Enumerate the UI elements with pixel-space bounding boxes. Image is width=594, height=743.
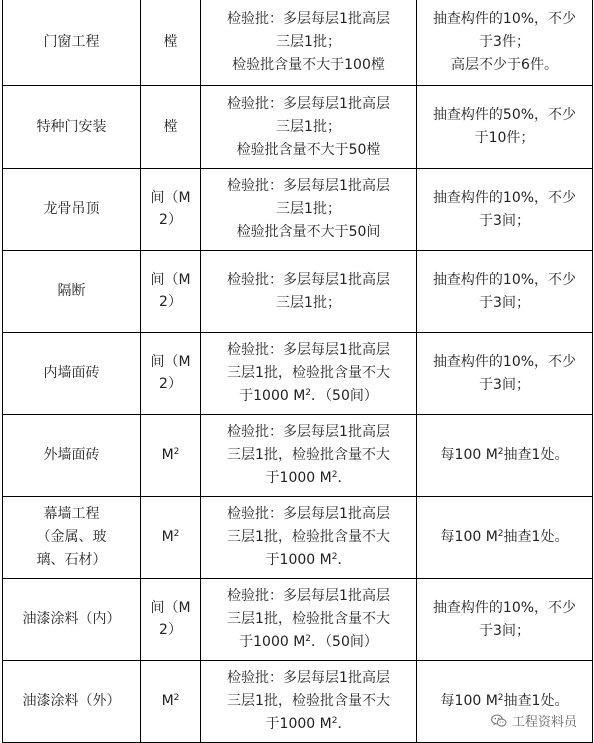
superscript-two: 2 [331, 716, 338, 726]
unit-cell [141, 251, 201, 333]
sampling-rule-line: 于3间； [479, 622, 530, 639]
item-name: 门窗工程 [43, 33, 100, 50]
source-watermark [488, 710, 580, 731]
unit-stack [150, 187, 190, 231]
unit-cell [141, 333, 201, 415]
item-name-cell [3, 169, 141, 251]
unit-cell [141, 0, 201, 86]
superscript-two: 2 [305, 634, 312, 644]
unit-text: 间（M [150, 600, 191, 616]
unit-cell [141, 661, 201, 743]
unit-text: $M^2$ [161, 693, 180, 709]
item-name-cell [3, 0, 141, 86]
unit-text: 间（M [150, 190, 191, 206]
item-name: 幕墙工程 [43, 506, 100, 522]
table-body [3, 0, 593, 743]
item-name: 龙骨吊顶 [43, 201, 100, 217]
superscript-two: 2 [497, 529, 504, 539]
batch-rule-cell [201, 661, 417, 743]
sampling-rule-line: 每100 $M^2$抽查1处。 [440, 447, 569, 463]
item-name: （金属、玻 [36, 529, 107, 545]
sampling-rule-line: 于3间； [479, 294, 530, 311]
superscript-two: 2 [173, 447, 180, 457]
batch-rule-line: 于1000 $M^2$． [265, 552, 352, 568]
sampling-rule-line: 抽查构件的10%，不少 [432, 10, 577, 27]
batch-rule-line: 三层1批，检验批含量不大 [227, 693, 390, 709]
sampling-rule-cell [417, 169, 593, 251]
batch-rule-line: 检验批：多层每层1批高层 [227, 588, 390, 604]
sampling-rule-line: 于3间； [479, 212, 530, 229]
sampling-rule-cell [417, 251, 593, 333]
sampling-rule-cell [417, 579, 593, 661]
table-row [3, 169, 593, 251]
unit-text: 2） [159, 294, 182, 310]
superscript-two: 2 [173, 693, 180, 703]
batch-rule-cell [201, 251, 417, 333]
item-name-cell [3, 86, 141, 169]
item-name: 油漆涂料（内） [22, 611, 121, 627]
unit-stack [150, 351, 190, 395]
unit-text: 2） [159, 376, 182, 392]
sampling-rule-line: 于10件； [474, 130, 535, 146]
sampling-rule-line: 每100 $M^2$抽查1处。 [440, 529, 569, 545]
batch-rule-line: 于1000 $M^2$． [265, 716, 352, 732]
batch-rule-line: 检验批含量不大于50樘 [236, 141, 381, 158]
sampling-rule-line: 抽查构件的10%，不少 [432, 189, 577, 206]
batch-rule-line: 检验批含量不大于50间 [236, 224, 381, 240]
item-name: 内墙面砖 [43, 365, 100, 381]
sampling-rule-line: 高层不少于6件。 [451, 56, 558, 73]
batch-rule-line: 检验批：多层每层1批高层 [227, 95, 390, 112]
sampling-rule-line: 于3件； [479, 33, 530, 50]
batch-rule-line: 于1000 $M^2$．（50间） [239, 388, 378, 404]
batch-rule-cell [201, 579, 417, 661]
unit-cell [141, 415, 201, 497]
item-name: 璃、石材） [36, 552, 107, 568]
item-name: 特种门安装 [36, 118, 107, 135]
unit-text: 樘 [163, 33, 178, 50]
batch-rule-line: 检验批：多层每层1批高层 [227, 178, 390, 194]
sampling-rule-cell [417, 415, 593, 497]
superscript-two: 2 [305, 388, 312, 398]
table-row [3, 86, 593, 169]
item-name-cell [3, 333, 141, 415]
table-row [3, 333, 593, 415]
unit-cell [141, 86, 201, 169]
batch-rule-line: 检验批：多层每层1批高层 [227, 10, 390, 27]
superscript-two: 2 [173, 529, 180, 539]
superscript-two: 2 [497, 447, 504, 457]
batch-rule-cell [201, 415, 417, 497]
table-row [3, 497, 593, 579]
sampling-rule-line: 于3间； [479, 376, 530, 393]
batch-rule-line: 于1000 $M^2$．（50间） [239, 634, 378, 650]
unit-cell [141, 169, 201, 251]
sampling-rule-cell [417, 86, 593, 169]
batch-rule-line: 三层1批； [276, 118, 341, 135]
unit-stack [150, 597, 190, 641]
batch-rule-cell [201, 86, 417, 169]
superscript-two: 2 [331, 470, 338, 480]
sampling-rule-line: 每100 $M^2$抽查1处。 [440, 693, 569, 709]
batch-rule-line: 三层1批； [276, 294, 341, 311]
sampling-rule-line: 抽查构件的50%，不少 [432, 107, 577, 123]
batch-rule-cell [201, 0, 417, 86]
table-row [3, 251, 593, 333]
item-name-cell [3, 251, 141, 333]
watermark-text: 工程资料员 [511, 715, 577, 730]
item-name: 隔断 [57, 283, 86, 299]
sampling-rule-cell [417, 333, 593, 415]
batch-rule-line: 检验批：多层每层1批高层 [227, 424, 390, 440]
batch-rule-line: 三层1批； [276, 201, 341, 217]
unit-cell [141, 497, 201, 579]
unit-text: $M^2$ [161, 529, 180, 545]
unit-cell [141, 579, 201, 661]
item-name: 油漆涂料（外） [22, 693, 121, 709]
unit-text: 间（M [150, 354, 191, 370]
unit-text: 2） [159, 622, 182, 638]
batch-rule-line: 检验批：多层每层1批高层 [227, 271, 390, 288]
sampling-rule-line: 抽查构件的10%，不少 [432, 271, 577, 288]
item-name-cell [3, 497, 141, 579]
inspection-batch-table [2, 0, 593, 743]
table-row [3, 579, 593, 661]
batch-rule-cell [201, 497, 417, 579]
batch-rule-line: 三层1批，检验批含量不大 [227, 365, 390, 381]
batch-rule-line: 检验批：多层每层1批高层 [227, 506, 390, 522]
unit-text: $M^2$ [161, 447, 180, 463]
unit-stack [150, 269, 190, 313]
sampling-rule-cell [417, 497, 593, 579]
sampling-rule-line: 抽查构件的10%，不少 [432, 599, 577, 616]
superscript-two: 2 [331, 552, 338, 562]
batch-rule-cell [201, 333, 417, 415]
item-name-cell [3, 661, 141, 743]
batch-rule-cell [201, 169, 417, 251]
batch-rule-line: 检验批：多层每层1批高层 [227, 342, 390, 358]
batch-rule-line: 检验批：多层每层1批高层 [227, 670, 390, 686]
batch-rule-line: 三层1批，检验批含量不大 [227, 529, 390, 545]
superscript-two: 2 [497, 693, 504, 703]
wechat-icon [491, 714, 507, 728]
batch-rule-line: 检验批含量不大于100樘 [232, 56, 385, 73]
unit-text: 樘 [163, 118, 178, 135]
sampling-rule-line: 抽查构件的10%，不少 [432, 353, 577, 370]
unit-text: 2） [159, 212, 182, 228]
table-row [3, 415, 593, 497]
batch-rule-line: 于1000 $M^2$． [265, 470, 352, 486]
item-name-cell [3, 579, 141, 661]
batch-rule-line: 三层1批，检验批含量不大 [227, 611, 390, 627]
item-name-cell [3, 415, 141, 497]
item-name: 外墙面砖 [43, 447, 100, 463]
batch-rule-line: 三层1批； [276, 33, 341, 50]
batch-rule-line: 三层1批，检验批含量不大 [227, 447, 390, 463]
unit-text: 间（M [150, 272, 191, 288]
sampling-rule-cell [417, 0, 593, 86]
table-row [3, 0, 593, 86]
